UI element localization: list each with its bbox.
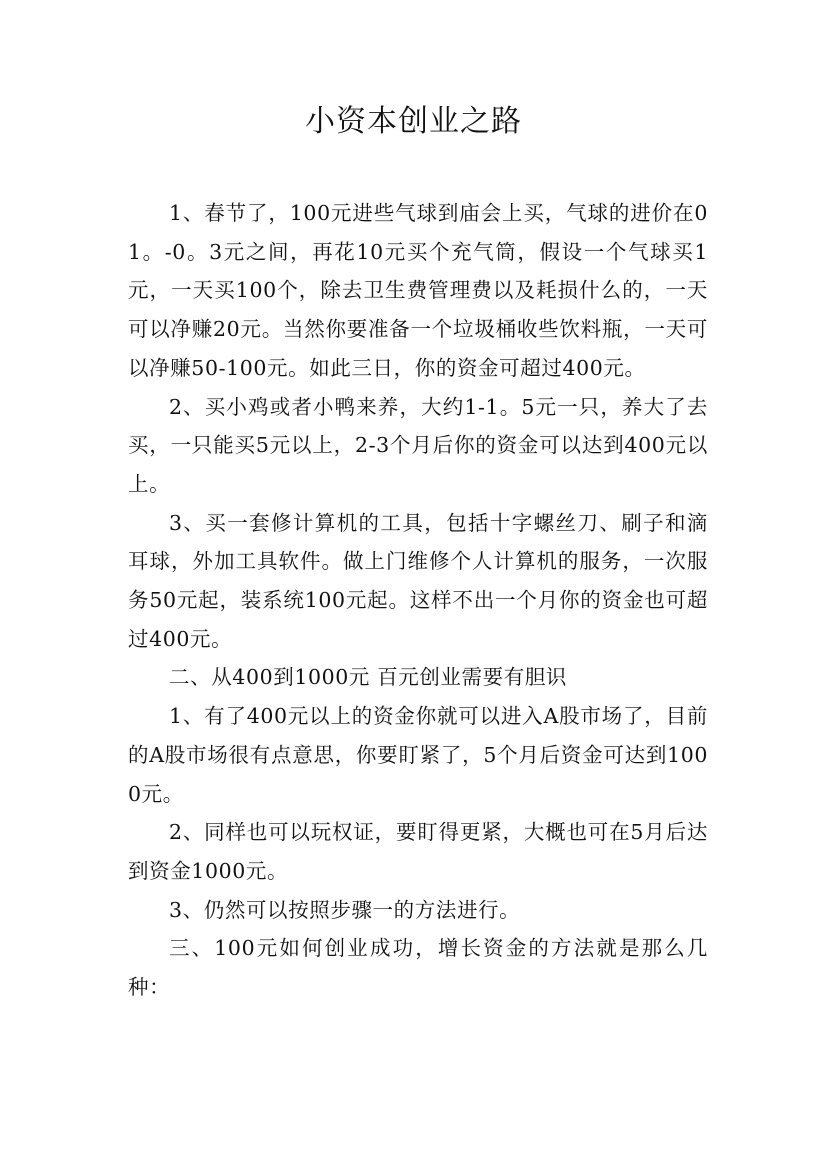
document-title: 小资本创业之路 <box>305 104 522 139</box>
paragraph-balloon-business: 1、春节了，100元进些气球到庙会上买，气球的进价在01。-0。3元之间，再花10元买个充气筒，假设一个气球买1元，一天买100个，除去卫生费管理费以及耗损什么的，一天可以净赚20元。当然你要准备一个垃圾桶收些饮料瓶，一天可以净赚50-100元。如此三日，你的资金可超过400元。 <box>128 201 708 380</box>
section-heading-400-to-1000: 二、从400到1000元 百元创业需要有胆识 <box>169 665 568 690</box>
paragraph-raise-poultry: 2、买小鸡或者小鸭来养，大约1-1。5元一只，养大了去买，一只能买5元以上，2-3个月后你的资金可以达到400元以上。 <box>128 394 708 496</box>
paragraph-warrants: 2、同样也可以玩权证，要盯得更紧，大概也可在5月后达到资金1000元。 <box>128 820 708 883</box>
document-body <box>128 194 708 1007</box>
section-heading-growth-methods: 三、100元如何创业成功，增长资金的方法就是那么几种： <box>128 936 708 1000</box>
paragraph-a-share-market: 1、有了400元以上的资金你就可以进入A股市场了，目前的A股市场很有点意思，你要盯紧了，5个月后资金可达到1000元。 <box>128 704 708 806</box>
paragraph-repeat-step-one: 3、仍然可以按照步骤一的方法进行。 <box>169 897 521 922</box>
paragraph-computer-repair: 3、买一套修计算机的工具，包括十字螺丝刀、刷子和滴耳球，外加工具软件。做上门维修个人计算机的服务，一次服务50元起，装系统100元起。这样不出一个月你的资金也可超过400元。 <box>128 510 708 651</box>
